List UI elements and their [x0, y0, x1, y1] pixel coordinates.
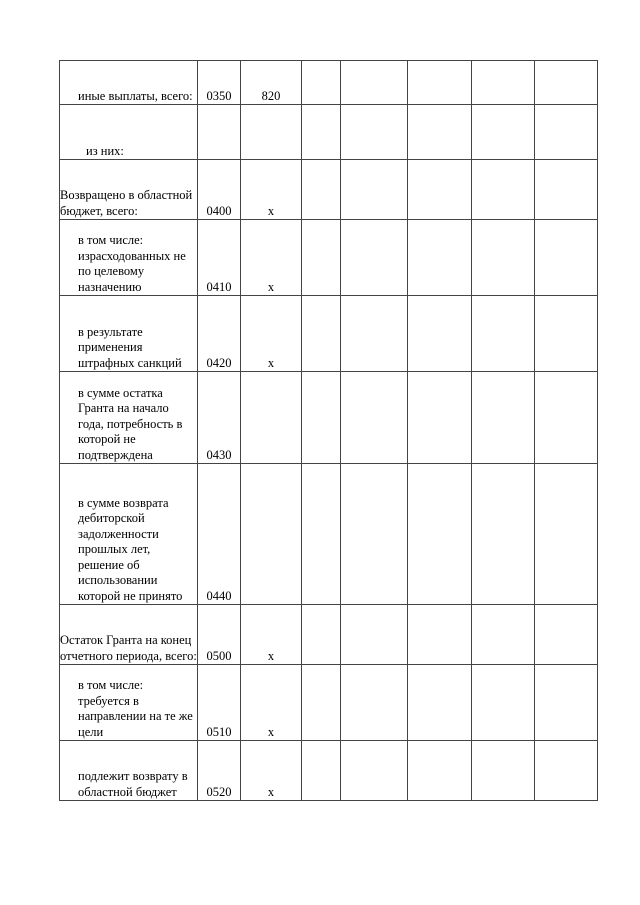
table-cell	[408, 741, 472, 801]
table-cell	[341, 61, 408, 105]
row-code: 0420	[198, 296, 241, 372]
table-row	[60, 296, 598, 372]
table-cell	[472, 372, 535, 464]
table-cell	[408, 61, 472, 105]
row-label: в сумме остатка Гранта на начало года, потребность в которой не подтверждена	[60, 372, 198, 464]
row-code: 0350	[198, 61, 241, 105]
table-cell	[535, 220, 598, 296]
table-cell	[302, 61, 341, 105]
table-row	[60, 464, 598, 605]
row-value	[241, 105, 302, 160]
table-cell	[341, 464, 408, 605]
table-cell	[408, 372, 472, 464]
row-code: 0440	[198, 464, 241, 605]
table-cell	[472, 605, 535, 665]
row-label: Возвращено в областной бюджет, всего:	[60, 160, 198, 220]
table-row	[60, 61, 598, 105]
table-cell	[535, 296, 598, 372]
row-label: из них:	[60, 105, 198, 160]
row-value	[241, 372, 302, 464]
row-label: Остаток Гранта на конец отчетного периода, всего:	[60, 605, 198, 665]
table-cell	[302, 741, 341, 801]
row-code	[198, 105, 241, 160]
table-cell	[472, 741, 535, 801]
table-cell	[535, 160, 598, 220]
table-cell	[472, 296, 535, 372]
row-value: x	[241, 665, 302, 741]
table-cell	[408, 464, 472, 605]
table-cell	[535, 61, 598, 105]
row-value: x	[241, 220, 302, 296]
row-label: подлежит возврату в областной бюджет	[60, 741, 198, 801]
row-code: 0430	[198, 372, 241, 464]
table-cell	[341, 220, 408, 296]
table-cell	[535, 605, 598, 665]
row-code: 0410	[198, 220, 241, 296]
table-row	[60, 105, 598, 160]
row-value: 820	[241, 61, 302, 105]
table-cell	[302, 605, 341, 665]
row-code: 0400	[198, 160, 241, 220]
table-cell	[408, 160, 472, 220]
table-cell	[408, 665, 472, 741]
table-cell	[408, 220, 472, 296]
row-value: x	[241, 296, 302, 372]
table-cell	[472, 464, 535, 605]
table-cell	[341, 296, 408, 372]
table-cell	[302, 220, 341, 296]
row-value	[241, 464, 302, 605]
table-row	[60, 665, 598, 741]
row-label: в том числе: израсходованных не по целевому назначению	[60, 220, 198, 296]
table-cell	[302, 105, 341, 160]
table-cell	[408, 105, 472, 160]
row-code: 0510	[198, 665, 241, 741]
table-cell	[302, 160, 341, 220]
table-cell	[408, 296, 472, 372]
table-cell	[535, 464, 598, 605]
row-code: 0500	[198, 605, 241, 665]
row-value: x	[241, 605, 302, 665]
table-cell	[408, 605, 472, 665]
row-value: x	[241, 160, 302, 220]
table-cell	[341, 741, 408, 801]
table-cell	[535, 105, 598, 160]
row-value: x	[241, 741, 302, 801]
table-cell	[535, 665, 598, 741]
table-row	[60, 372, 598, 464]
table-cell	[341, 105, 408, 160]
row-label: в сумме возврата дебиторской задолженности прошлых лет, решение об использовании которой не принято	[60, 464, 198, 605]
table-cell	[472, 665, 535, 741]
table-cell	[302, 372, 341, 464]
row-code: 0520	[198, 741, 241, 801]
table-cell	[302, 665, 341, 741]
table-cell	[535, 741, 598, 801]
table-row	[60, 160, 598, 220]
table-cell	[341, 665, 408, 741]
table-cell	[302, 464, 341, 605]
table-row	[60, 605, 598, 665]
table-row	[60, 220, 598, 296]
table-cell	[472, 160, 535, 220]
table-cell	[472, 220, 535, 296]
table-cell	[302, 296, 341, 372]
table-row	[60, 741, 598, 801]
row-label: в том числе: требуется в направлении на те же цели	[60, 665, 198, 741]
table-cell	[341, 160, 408, 220]
table-cell	[472, 105, 535, 160]
row-label: иные выплаты, всего:	[60, 61, 198, 105]
table-cell	[472, 61, 535, 105]
table-cell	[341, 372, 408, 464]
table-cell	[341, 605, 408, 665]
row-label: в результате применения штрафных санкций	[60, 296, 198, 372]
table-cell	[535, 372, 598, 464]
report-table	[59, 60, 598, 801]
